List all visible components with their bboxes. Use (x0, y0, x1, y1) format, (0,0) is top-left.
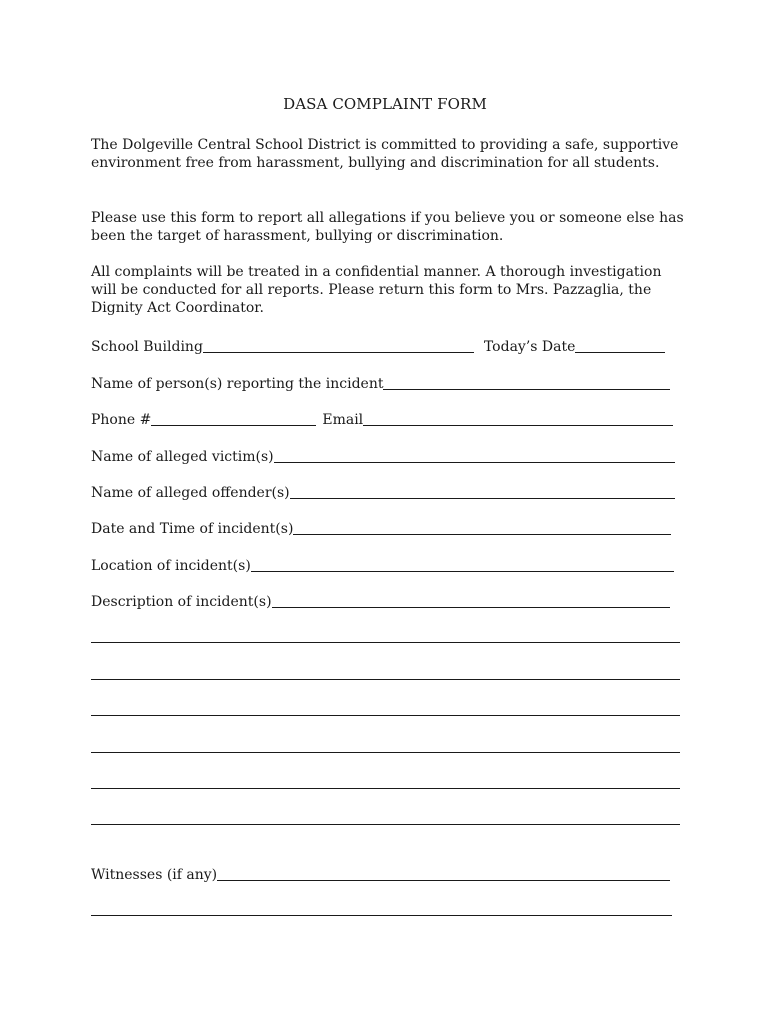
incident-description-field[interactable] (272, 592, 670, 608)
school-building-label: School Building (91, 339, 203, 355)
witnesses-continuation-line[interactable] (91, 915, 672, 916)
incident-datetime-field[interactable] (293, 519, 671, 535)
incident-description-label: Description of incident(s) (91, 594, 272, 610)
description-continuation-line[interactable] (91, 752, 680, 753)
description-continuation-line[interactable] (91, 824, 680, 825)
incident-datetime-label: Date and Time of incident(s) (91, 521, 294, 537)
victim-name-field[interactable] (274, 447, 675, 463)
victim-row (91, 446, 675, 466)
phone-label: Phone # (91, 412, 152, 428)
offender-name-field[interactable] (290, 483, 675, 499)
description-continuation-line[interactable] (91, 642, 680, 643)
offender-name-label: Name of alleged offender(s) (91, 485, 290, 501)
incident-location-field[interactable] (251, 556, 674, 572)
incident-datetime-row (91, 518, 671, 538)
witnesses-label: Witnesses (if any) (91, 867, 218, 883)
school-building-field[interactable] (203, 337, 474, 353)
reporter-name-field[interactable] (383, 374, 670, 390)
intro-confidentiality-paragraph: All complaints will be treated in a confidential manner. A thorough investigation will be conducted for all reports. Please return this form to Mrs. Pazzaglia, the Dignity Act Coordinator. (91, 264, 662, 316)
incident-location-row (91, 555, 674, 575)
email-label: Email (322, 412, 364, 428)
witnesses-row (91, 864, 670, 884)
reporter-name-row (91, 373, 670, 393)
phone-field[interactable] (151, 410, 316, 426)
description-continuation-line[interactable] (91, 715, 680, 716)
offender-row (91, 482, 675, 502)
todays-date-label: Today’s Date (483, 339, 576, 355)
incident-location-label: Location of incident(s) (91, 558, 251, 574)
contact-row (91, 409, 673, 429)
incident-description-row (91, 591, 670, 611)
description-continuation-line[interactable] (91, 788, 680, 789)
todays-date-field[interactable] (575, 337, 665, 353)
victim-name-label: Name of alleged victim(s) (91, 449, 274, 465)
intro-commitment-paragraph: The Dolgeville Central School District is committed to providing a safe, supportive environment free from harassment, bullying and discrimination for all students. (91, 137, 679, 171)
form-title: DASA COMPLAINT FORM (283, 95, 487, 113)
witnesses-field[interactable] (217, 865, 670, 881)
reporter-name-label: Name of person(s) reporting the incident (91, 376, 384, 392)
school-building-row (91, 336, 665, 356)
email-field[interactable] (363, 410, 673, 426)
description-continuation-line[interactable] (91, 679, 680, 680)
intro-instructions-paragraph: Please use this form to report all allegations if you believe you or someone else has been the target of harassment, bullying or discrimination. (91, 210, 684, 244)
